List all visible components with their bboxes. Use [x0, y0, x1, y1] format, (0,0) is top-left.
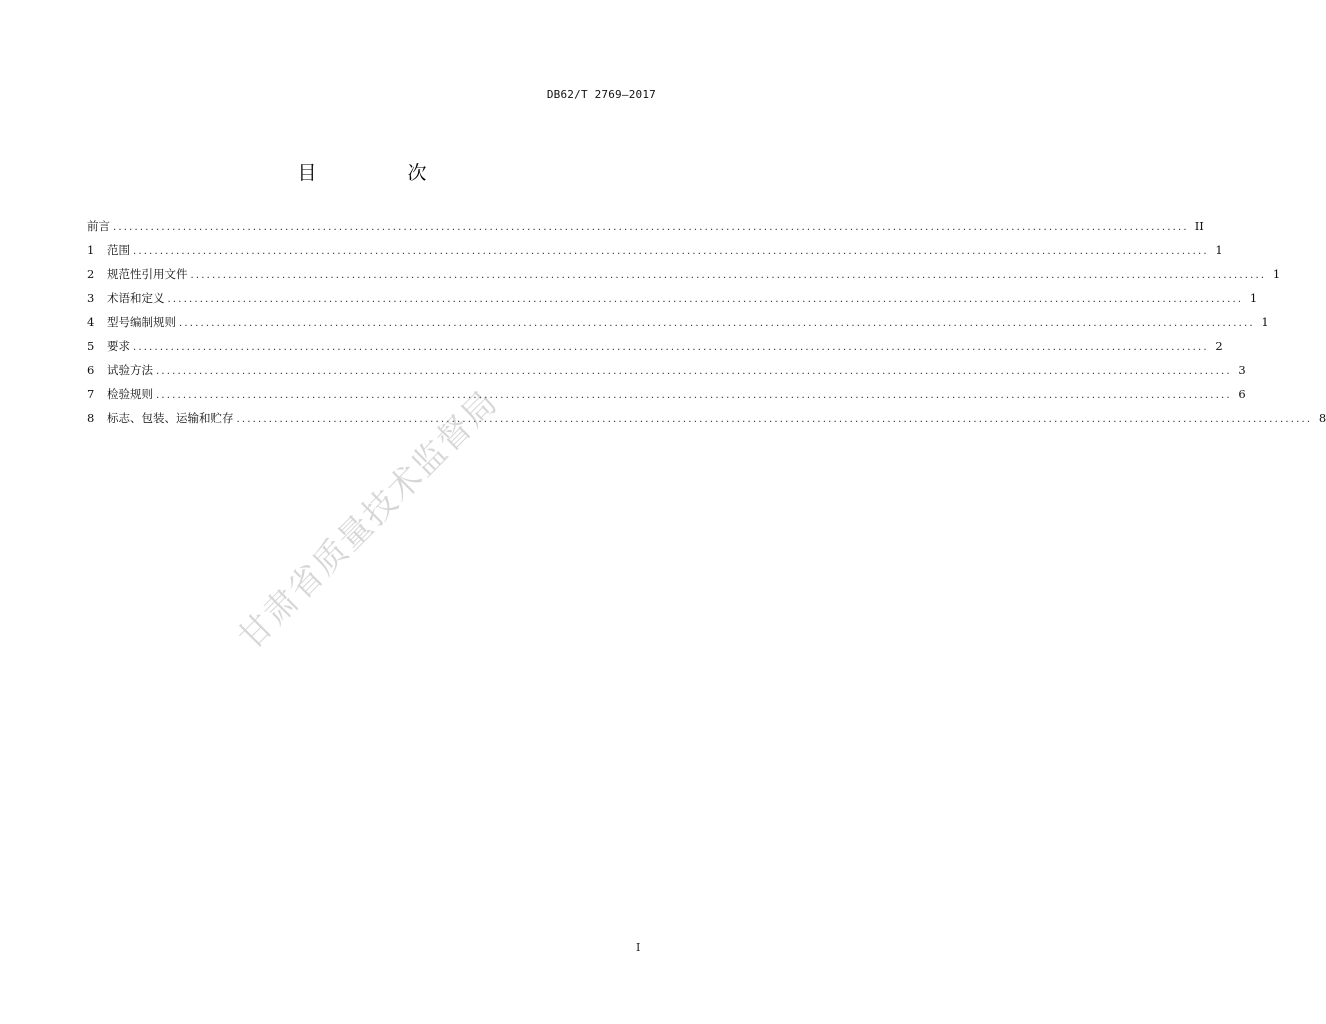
watermark: 甘肃省质量技术监督局 — [230, 381, 506, 657]
toc-item-model-rules[interactable] — [87, 315, 1269, 339]
toc-item-page: 1 — [1272, 267, 1281, 281]
toc-item-number: 8 — [87, 411, 95, 425]
dot-leader: ........................................................................................................................................................................................................ — [113, 222, 1189, 233]
toc-item-normative-references[interactable] — [87, 267, 1281, 291]
page-number: I — [636, 941, 641, 954]
dot-leader: ........................................................................................................................................................................................................ — [133, 246, 1209, 257]
toc-item-terms-definitions[interactable] — [87, 291, 1258, 315]
toc-item-number: 4 — [87, 315, 95, 329]
toc-item-number: 5 — [87, 339, 95, 353]
toc-item-page: 2 — [1215, 339, 1223, 353]
standard-code: DB62/T 2769—2017 — [546, 88, 656, 101]
toc-item-label: 规范性引用文件 — [107, 267, 188, 281]
dot-leader: ........................................................................................................................................................................................................ — [236, 414, 1313, 425]
dot-leader: ........................................................................................................................................................................................................ — [133, 342, 1209, 353]
dot-leader: ........................................................................................................................................................................................................ — [156, 366, 1232, 377]
toc-item-label: 前言 — [87, 219, 110, 233]
toc-item-number: 6 — [87, 363, 95, 377]
dot-leader: ........................................................................................................................................................................................................ — [167, 294, 1244, 305]
toc-item-foreword[interactable] — [87, 219, 1204, 243]
toc-item-label: 范围 — [107, 243, 130, 257]
toc-item-number: 7 — [87, 387, 95, 401]
toc-item-marking-packaging[interactable] — [87, 411, 1326, 435]
toc-item-page: II — [1194, 219, 1204, 233]
toc-item-label: 要求 — [107, 339, 130, 353]
table-of-contents — [87, 219, 1326, 435]
toc-item-number: 1 — [87, 243, 95, 257]
dot-leader: ........................................................................................................................................................................................................ — [179, 318, 1255, 329]
toc-item-page: 1 — [1215, 243, 1223, 257]
toc-item-test-methods[interactable] — [87, 363, 1246, 387]
toc-item-label: 型号编制规则 — [107, 315, 176, 329]
toc-item-number: 2 — [87, 267, 95, 281]
toc-item-requirements[interactable] — [87, 339, 1223, 363]
toc-item-number: 3 — [87, 291, 95, 305]
toc-item-label: 术语和定义 — [107, 291, 165, 305]
toc-item-page: 6 — [1238, 387, 1246, 401]
toc-title: 目 次 — [297, 162, 463, 184]
toc-item-page: 3 — [1238, 363, 1246, 377]
toc-item-page: 8 — [1318, 411, 1326, 425]
dot-leader: ........................................................................................................................................................................................................ — [156, 390, 1232, 401]
toc-item-label: 试验方法 — [107, 363, 153, 377]
toc-item-label: 检验规则 — [107, 387, 153, 401]
toc-item-page: 1 — [1261, 315, 1269, 329]
toc-item-inspection-rules[interactable] — [87, 387, 1246, 411]
toc-item-label: 标志、包装、运输和贮存 — [107, 411, 234, 425]
toc-item-scope[interactable] — [87, 243, 1223, 267]
toc-item-page: 1 — [1249, 291, 1258, 305]
dot-leader: ........................................................................................................................................................................................................ — [190, 270, 1267, 281]
